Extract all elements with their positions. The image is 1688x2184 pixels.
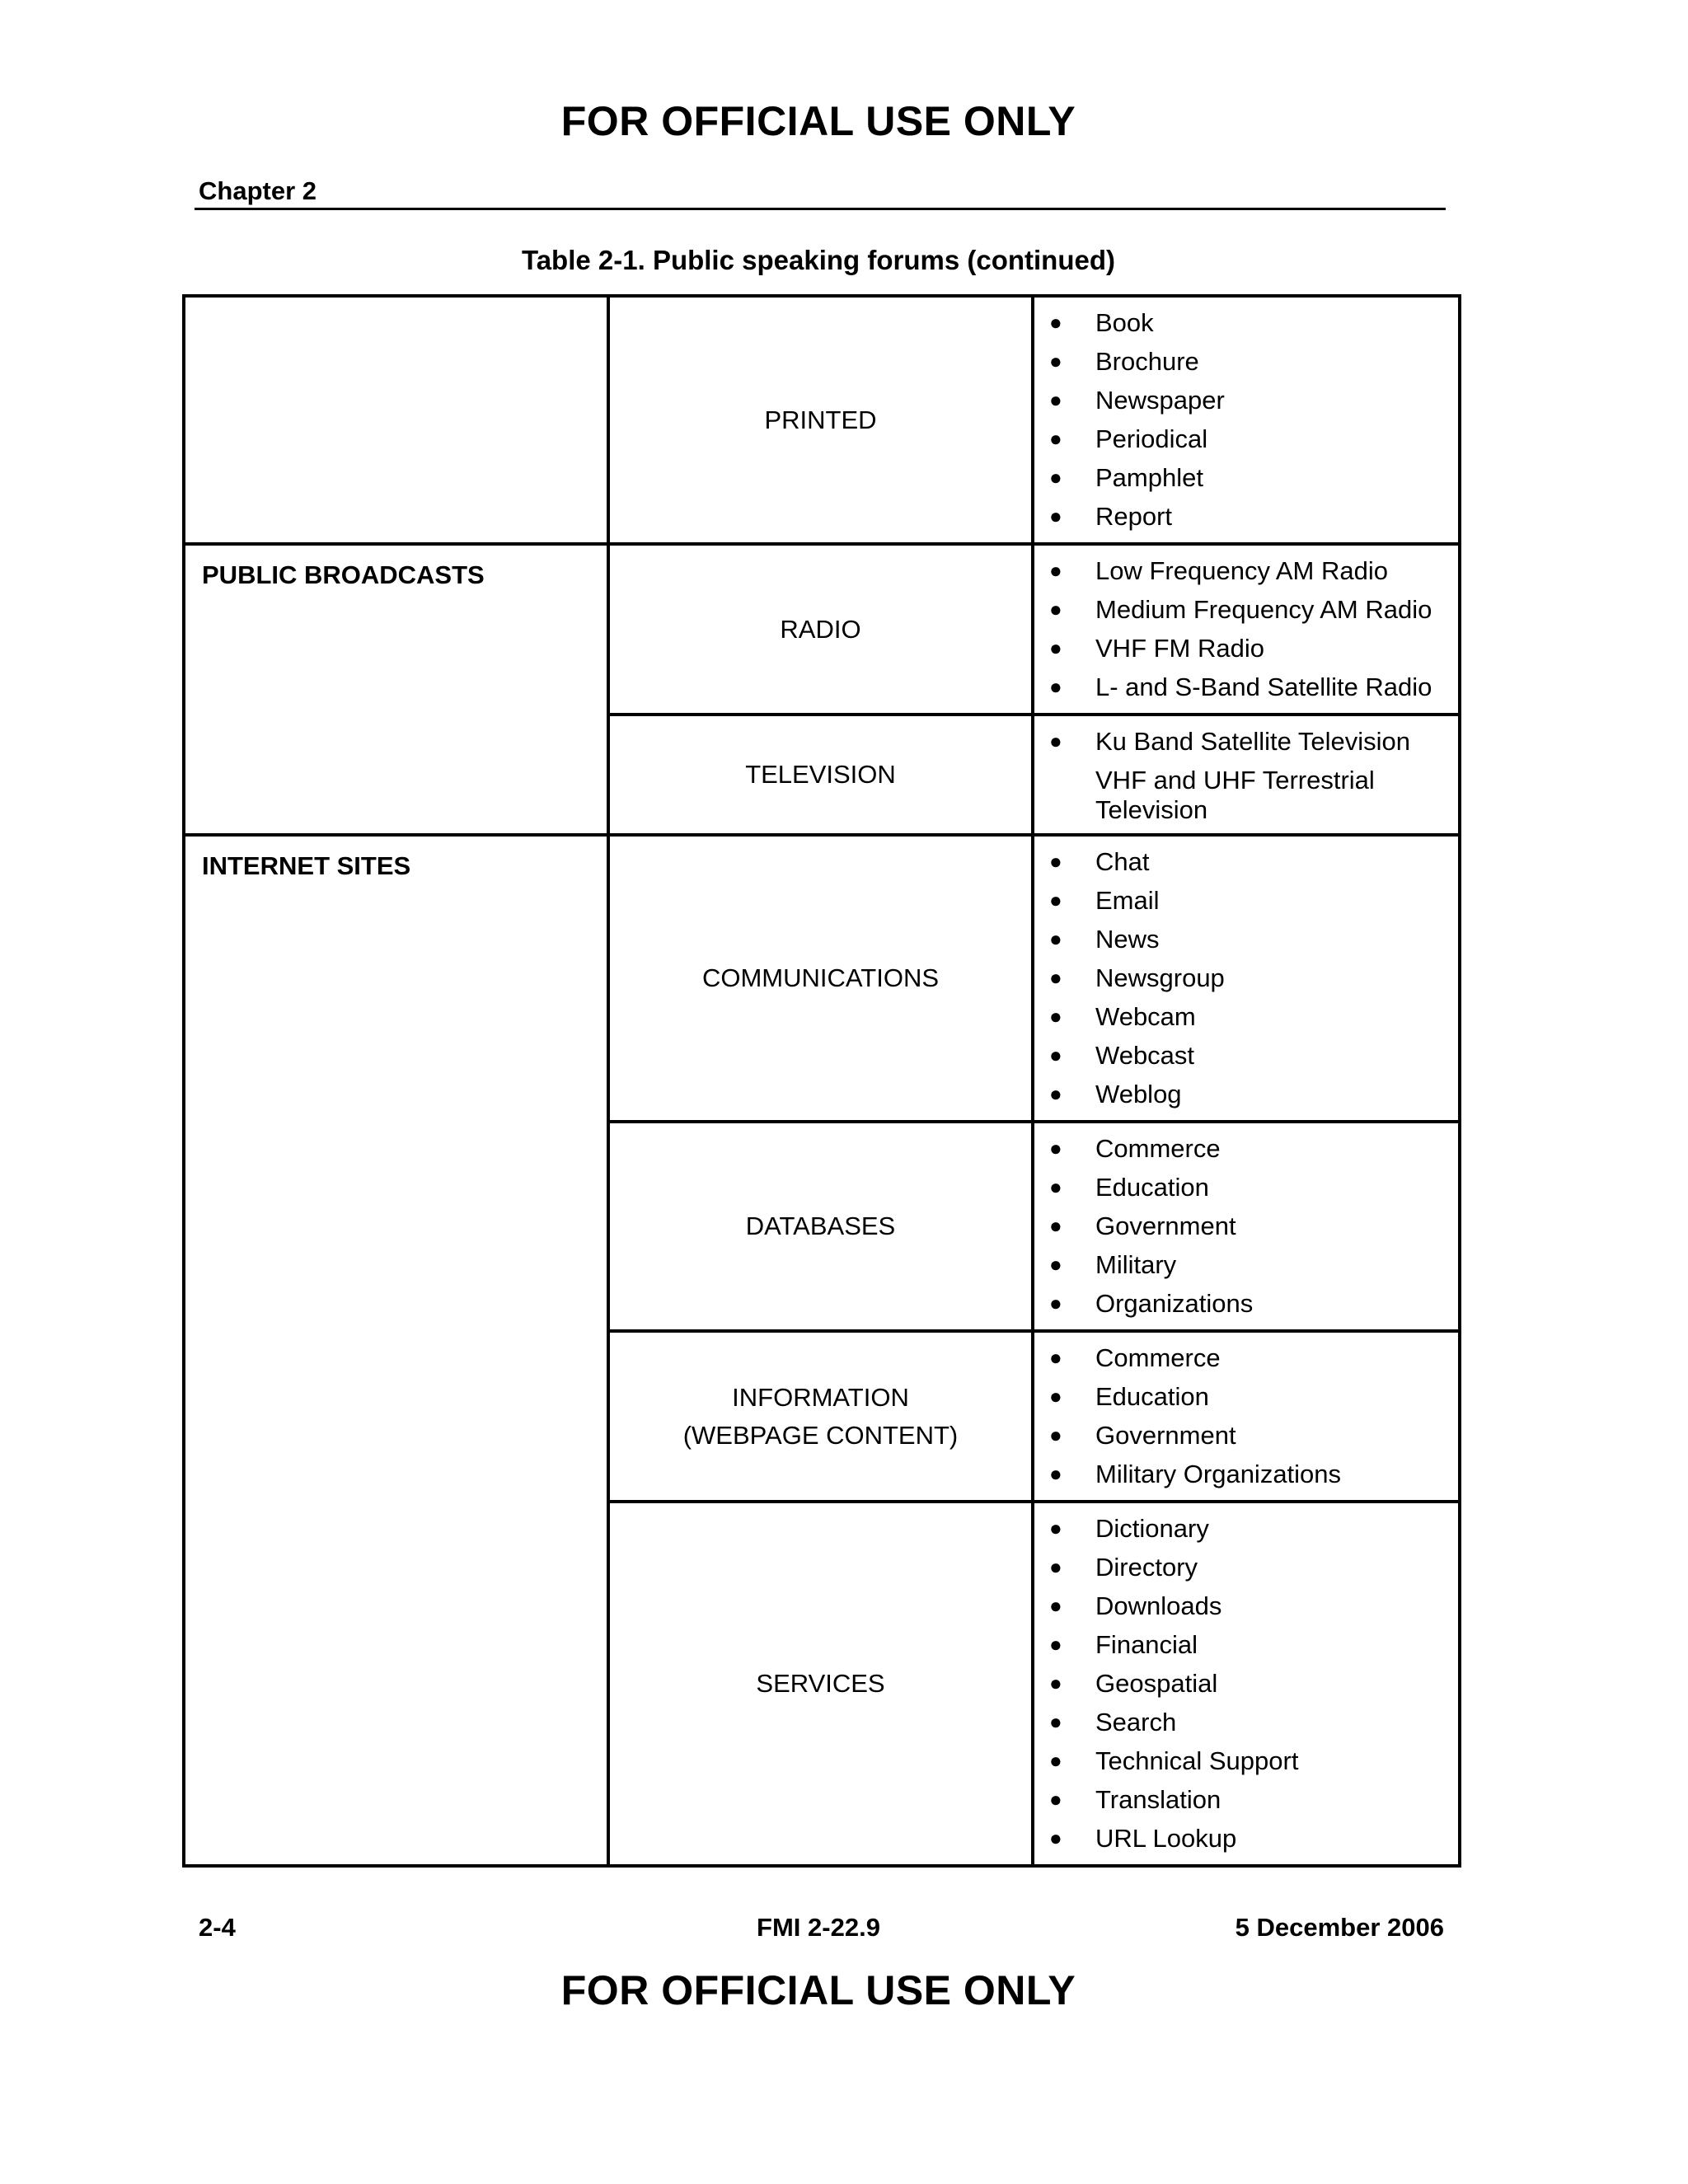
bullet-icon: ● <box>1049 1593 1062 1618</box>
list-item-text: Government <box>1095 1212 1236 1240</box>
list-item <box>1034 1741 1458 1780</box>
list-item <box>1034 842 1458 881</box>
list-item <box>1034 722 1458 761</box>
list-item-text: Dictionary <box>1095 1514 1209 1543</box>
list-item-text: Downloads <box>1095 1591 1222 1620</box>
list-item-text: Commerce <box>1095 1134 1221 1163</box>
bullet-icon: ● <box>1049 849 1062 874</box>
list-item <box>1034 881 1458 920</box>
bullet-icon: ● <box>1049 1825 1062 1850</box>
bullet-icon: ● <box>1049 1554 1062 1579</box>
bullet-icon: ● <box>1049 1252 1062 1277</box>
public-speaking-forums-table <box>182 294 1461 1868</box>
table-caption: Table 2-1. Public speaking forums (continued) <box>522 245 1115 275</box>
list-item-text: Financial <box>1095 1630 1198 1659</box>
bullet-icon: ● <box>1049 729 1062 753</box>
bullet-icon: ● <box>1049 1671 1062 1695</box>
list-item-text: Weblog <box>1095 1080 1182 1108</box>
medium-cell: TELEVISION <box>608 715 1033 835</box>
list-item <box>1034 920 1458 958</box>
list-item <box>1034 419 1458 458</box>
footer-page-number: 2-4 <box>199 1913 236 1942</box>
bullet-icon: ● <box>1049 1422 1062 1447</box>
bullet-icon: ● <box>1049 965 1062 990</box>
bullet-icon: ● <box>1049 504 1062 528</box>
items-list <box>1034 1333 1458 1500</box>
list-item-text: Medium Frequency AM Radio <box>1095 595 1432 624</box>
list-item-text: Email <box>1095 886 1160 915</box>
list-item <box>1034 997 1458 1036</box>
items-cell <box>1033 1122 1460 1331</box>
list-item <box>1034 1338 1458 1377</box>
list-item <box>1034 303 1458 342</box>
bullet-icon: ● <box>1049 465 1062 490</box>
list-item-text: Military <box>1095 1250 1177 1279</box>
list-item-text: Military Organizations <box>1095 1460 1342 1488</box>
bullet-icon: ● <box>1049 1632 1062 1657</box>
bullet-icon: ● <box>1049 674 1062 699</box>
list-item <box>1034 551 1458 590</box>
list-item <box>1034 1703 1458 1741</box>
bottom-classification-marking: FOR OFFICIAL USE ONLY <box>560 1967 1076 2013</box>
bullet-icon: ● <box>1049 635 1062 660</box>
list-item-text: Government <box>1095 1421 1236 1450</box>
list-item-text: URL Lookup <box>1095 1824 1237 1853</box>
bullet-icon: ● <box>1049 926 1062 951</box>
list-item <box>1034 1509 1458 1548</box>
items-cell <box>1033 544 1460 715</box>
list-item <box>1034 1075 1458 1113</box>
bullet-icon: ● <box>1049 1516 1062 1540</box>
items-list <box>1034 298 1458 542</box>
list-item-text: Webcam <box>1095 1002 1196 1031</box>
list-item <box>1034 1664 1458 1703</box>
list-item <box>1034 342 1458 381</box>
list-item-text: Webcast <box>1095 1041 1195 1070</box>
items-cell <box>1033 1502 1460 1866</box>
list-item-text: Low Frequency AM Radio <box>1095 556 1388 585</box>
bullet-icon: ● <box>1049 1136 1062 1160</box>
category-cell <box>184 835 608 1866</box>
list-item <box>1034 1207 1458 1245</box>
list-item-text: Commerce <box>1095 1343 1221 1372</box>
items-list <box>1034 546 1458 713</box>
list-item <box>1034 497 1458 536</box>
bullet-icon: ● <box>1049 349 1062 373</box>
items-list <box>1034 837 1458 1120</box>
bullet-icon: ● <box>1049 1461 1062 1486</box>
list-item <box>1034 1548 1458 1586</box>
list-item <box>1034 381 1458 419</box>
list-item <box>1034 629 1458 668</box>
list-item-text: Geospatial <box>1095 1669 1218 1698</box>
bullet-icon: ● <box>1049 597 1062 621</box>
bullet-icon: ● <box>1049 888 1062 912</box>
list-item <box>1034 668 1458 706</box>
list-item-text: Ku Band Satellite Television <box>1095 727 1411 756</box>
medium-label-line2: (WEBPAGE CONTENT) <box>682 1420 959 1450</box>
list-item-text: Technical Support <box>1095 1746 1299 1775</box>
list-item <box>1034 1284 1458 1323</box>
list-item <box>1034 1586 1458 1625</box>
items-list <box>1034 716 1458 761</box>
medium-cell <box>608 1331 1033 1502</box>
items-cell <box>1033 1331 1460 1502</box>
bullet-icon: ● <box>1049 1709 1062 1734</box>
footer-date: 5 December 2006 <box>1235 1913 1444 1942</box>
bullet-icon: ● <box>1049 1291 1062 1315</box>
bullet-icon: ● <box>1049 310 1062 335</box>
list-item-text: Brochure <box>1095 347 1199 376</box>
list-item <box>1034 1168 1458 1207</box>
items-cell <box>1033 835 1460 1122</box>
list-item-text: Organizations <box>1095 1289 1254 1318</box>
list-item-text: Directory <box>1095 1553 1198 1582</box>
table-row <box>184 296 1460 544</box>
bullet-icon: ● <box>1049 1043 1062 1067</box>
list-item-continuation: VHF and UHF Terrestrial Television <box>1095 766 1375 824</box>
list-item-text: News <box>1095 925 1160 954</box>
list-item <box>1034 458 1458 497</box>
list-item <box>1034 1416 1458 1455</box>
list-item-text: Education <box>1095 1173 1209 1202</box>
list-item <box>1034 958 1458 997</box>
list-item-text: Newspaper <box>1095 386 1225 415</box>
items-list <box>1034 1123 1458 1329</box>
list-item-text: Periodical <box>1095 424 1208 453</box>
list-item-text: VHF FM Radio <box>1095 634 1264 663</box>
bullet-icon: ● <box>1049 1787 1062 1811</box>
medium-cell: PRINTED <box>608 296 1033 544</box>
category-cell <box>184 544 608 835</box>
list-item <box>1034 1455 1458 1493</box>
list-item-text: Search <box>1095 1708 1177 1736</box>
list-item <box>1034 1780 1458 1819</box>
list-item-text: Chat <box>1095 847 1150 876</box>
medium-cell: SERVICES <box>608 1502 1033 1866</box>
bullet-icon: ● <box>1049 387 1062 412</box>
items-cell <box>1033 296 1460 544</box>
list-item <box>1034 1129 1458 1168</box>
bullet-icon: ● <box>1049 1213 1062 1238</box>
category-label: PUBLIC BROADCASTS <box>202 560 485 589</box>
bullet-icon: ● <box>1049 1345 1062 1370</box>
medium-cell: DATABASES <box>608 1122 1033 1331</box>
medium-cell: RADIO <box>608 544 1033 715</box>
list-item-text: Education <box>1095 1382 1209 1411</box>
table-row <box>184 544 1460 715</box>
category-label: INTERNET SITES <box>202 851 411 880</box>
items-list <box>1034 1503 1458 1864</box>
header-rule <box>195 208 1446 210</box>
bullet-icon: ● <box>1049 558 1062 583</box>
table-row <box>184 835 1460 1122</box>
list-item-text: Pamphlet <box>1095 463 1203 492</box>
list-item-text: Book <box>1095 308 1154 337</box>
bullet-icon: ● <box>1049 426 1062 451</box>
medium-cell: COMMUNICATIONS <box>608 835 1033 1122</box>
list-item <box>1034 590 1458 629</box>
bullet-icon: ● <box>1049 1748 1062 1773</box>
bullet-icon: ● <box>1049 1081 1062 1106</box>
chapter-label: Chapter 2 <box>199 176 316 205</box>
list-item-text: L- and S-Band Satellite Radio <box>1095 673 1432 701</box>
medium-label-line1: INFORMATION <box>732 1382 909 1412</box>
top-classification-marking: FOR OFFICIAL USE ONLY <box>560 98 1076 144</box>
footer-publication: FMI 2-22.9 <box>757 1913 880 1942</box>
list-item <box>1034 1377 1458 1416</box>
bullet-icon: ● <box>1049 1174 1062 1199</box>
bullet-icon: ● <box>1049 1384 1062 1408</box>
list-item <box>1034 1819 1458 1858</box>
items-cell <box>1033 715 1460 835</box>
bullet-icon: ● <box>1049 1004 1062 1029</box>
list-item <box>1034 1625 1458 1664</box>
list-item <box>1034 1245 1458 1284</box>
list-item-text: Translation <box>1095 1785 1221 1814</box>
category-cell-empty <box>184 296 608 544</box>
list-item-text: Report <box>1095 502 1173 531</box>
list-item-text: Newsgroup <box>1095 963 1225 992</box>
list-item <box>1034 1036 1458 1075</box>
